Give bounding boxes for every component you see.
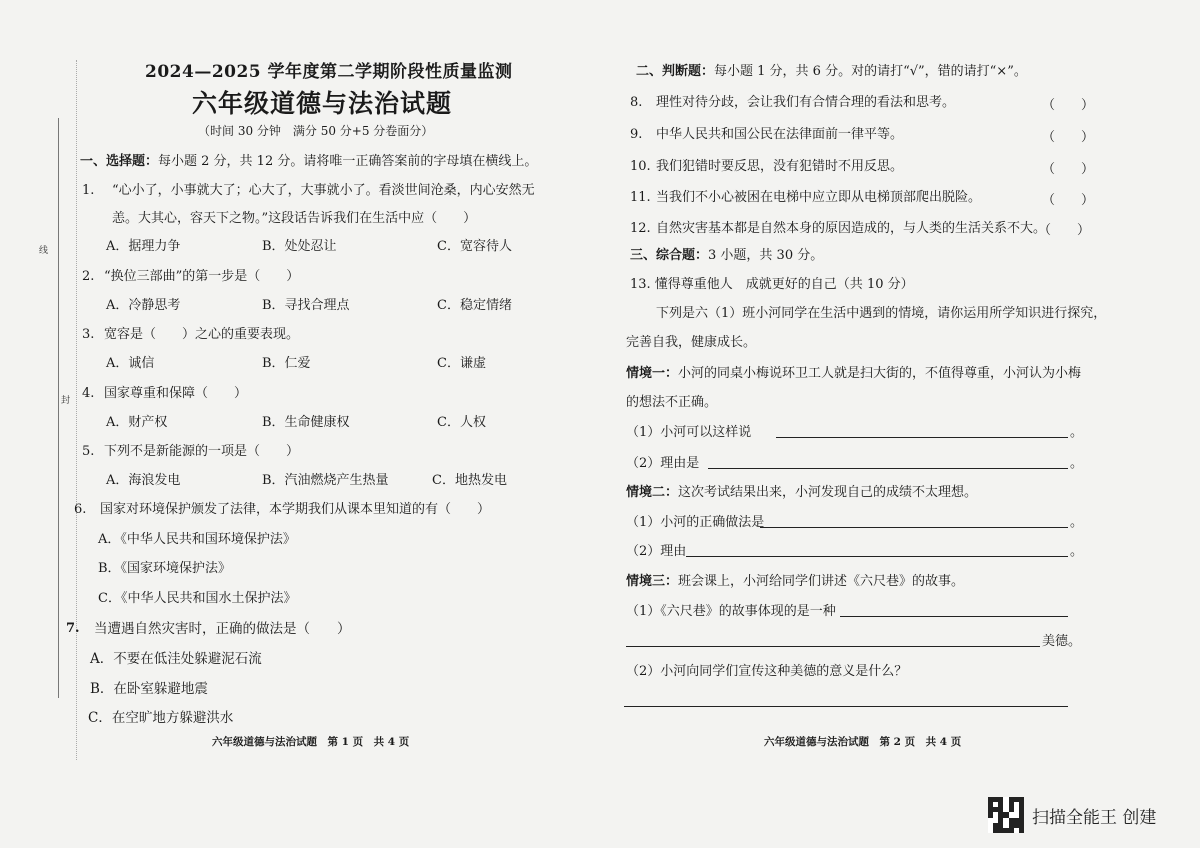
q5-number: 5. bbox=[82, 444, 95, 459]
q3-option-c: C．谦虚 bbox=[437, 356, 486, 371]
section1-heading bbox=[80, 154, 537, 170]
section2-heading-rest: 每小题 1 分，共 6 分。对的请打“√”，错的请打“×”。 bbox=[714, 64, 1027, 79]
scenario3-q2-label: （2）小河向同学们宣传这种美德的意义是什么？ bbox=[626, 664, 908, 679]
q7-number: 7. bbox=[66, 621, 80, 636]
q5-option-c: C．地热发电 bbox=[432, 473, 507, 488]
q8-number: 8. bbox=[630, 95, 643, 110]
q12-text: 自然灾害基本都是自然本身的原因造成的，与人类的生活关系不大。 bbox=[656, 221, 1047, 236]
scenario2-q2-answer-line[interactable] bbox=[686, 556, 1068, 557]
scenario3-q1-suffix: 美德。 bbox=[1042, 634, 1082, 649]
q12-number: 12. bbox=[630, 221, 651, 236]
section3-heading-bold: 三、综合题： bbox=[630, 248, 709, 263]
exam-title: 六年级道德与法治试题 bbox=[192, 89, 453, 118]
scenario1-q2-label: （2）理由是 bbox=[626, 456, 700, 471]
scenario2 bbox=[626, 485, 977, 501]
scenario2-label: 情境二： bbox=[626, 485, 679, 500]
q10-answer-paren[interactable]: （ ） bbox=[1042, 162, 1095, 177]
section1-heading-bold: 一、选择题： bbox=[80, 154, 159, 169]
q13-intro-line2: 完善自我，健康成长。 bbox=[626, 335, 757, 350]
q2-number: 2. bbox=[82, 269, 95, 284]
q8-answer-paren[interactable]: （ ） bbox=[1042, 98, 1095, 113]
page2-footer: 六年级道德与法治试题 第 2 页 共 4 页 bbox=[764, 736, 962, 748]
q12-answer-paren[interactable]: （ ） bbox=[1038, 223, 1091, 238]
q9-answer-paren[interactable]: （ ） bbox=[1042, 130, 1095, 145]
page1-footer: 六年级道德与法治试题 第 1 页 共 4 页 bbox=[212, 736, 410, 748]
q2-option-c: C．稳定情绪 bbox=[437, 298, 512, 313]
q6-stem: 国家对环境保护颁发了法律，本学期我们从课本里知道的有（ ） bbox=[100, 502, 491, 517]
q1-stem-line2: 恙。大其心，容天下之物。”这段话告诉我们在生活中应（ ） bbox=[112, 211, 477, 226]
scenario1-q1-answer-line[interactable] bbox=[776, 437, 1068, 438]
scenario2-q1-answer-line[interactable] bbox=[760, 527, 1068, 528]
q11-text: 当我们不小心被困在电梯中应立即从电梯顶部爬出脱险。 bbox=[656, 190, 982, 205]
q9-text: 中华人民共和国公民在法律面前一律平等。 bbox=[656, 127, 904, 142]
scenario1-q2-period: 。 bbox=[1070, 456, 1084, 471]
q1-stem-line1: “心小了，小事就大了；心大了，大事就小了。看淡世间沧桑，内心安然无 bbox=[112, 183, 535, 198]
scenario1-label: 情境一： bbox=[626, 366, 679, 381]
section1-heading-rest: 每小题 2 分，共 12 分。请将唯一正确答案前的字母填在横线上。 bbox=[158, 154, 538, 169]
exam-header-line1: 2024—2025 学年度第二学期阶段性质量监测 bbox=[145, 62, 513, 82]
q9-number: 9. bbox=[630, 127, 643, 142]
scenario3-q1-answer-line-b[interactable] bbox=[626, 646, 1040, 647]
scenario2-text: 这次考试结果出来，小河发现自己的成绩不太理想。 bbox=[678, 485, 978, 500]
q2-option-a: A．冷静思考 bbox=[106, 298, 181, 313]
scenario3-q1-answer-line-a[interactable] bbox=[840, 616, 1068, 617]
q4-number: 4. bbox=[82, 386, 95, 401]
scenario1-q1-label: （1）小河可以这样说 bbox=[626, 425, 752, 440]
binding-label-feng: 封 bbox=[59, 395, 69, 404]
scenario3-q2-answer-line[interactable] bbox=[624, 706, 1068, 707]
scenario1-q2-answer-line[interactable] bbox=[708, 468, 1068, 469]
q4-stem: 国家尊重和保障（ ） bbox=[104, 386, 248, 401]
q3-option-a: A．诚信 bbox=[106, 356, 155, 371]
scenario2-q1-label: （1）小河的正确做法是 bbox=[626, 515, 765, 530]
q5-option-b: B．汽油燃烧产生热量 bbox=[262, 473, 389, 488]
q1-number: 1. bbox=[82, 183, 95, 198]
q6-number: 6. bbox=[74, 502, 87, 517]
q3-stem: 宽容是（ ）之心的重要表现。 bbox=[104, 327, 300, 342]
q5-option-a: A．海浪发电 bbox=[106, 473, 181, 488]
q2-option-b: B．寻找合理点 bbox=[262, 298, 350, 313]
exam-page-2 bbox=[600, 0, 1200, 848]
q6-option-b: B．《国家环境保护法》 bbox=[98, 561, 232, 576]
scenario2-q1-period: 。 bbox=[1070, 515, 1084, 530]
scenario3-text: 班会课上，小河给同学们讲述《六尺巷》的故事。 bbox=[678, 574, 965, 589]
q1-option-c: C．宽容待人 bbox=[437, 239, 512, 254]
q6-option-a: A．《中华人民共和国环境保护法》 bbox=[98, 532, 296, 547]
q10-number: 10. bbox=[630, 159, 651, 174]
scenario3-q1-label: （1）《六尺巷》的故事体现的是一种 bbox=[626, 604, 836, 619]
binding-label-xian: 线 bbox=[37, 245, 47, 254]
qr-code-icon bbox=[988, 797, 1024, 833]
scanner-watermark bbox=[988, 797, 1156, 833]
q7-stem: 当遭遇自然灾害时，正确的做法是（ ） bbox=[94, 621, 351, 637]
q2-stem: “换位三部曲”的第一步是（ ） bbox=[104, 269, 300, 284]
scenario1-text-line2: 的想法不正确。 bbox=[626, 395, 718, 410]
q1-option-a: A．据理力争 bbox=[106, 239, 181, 254]
q4-option-b: B．生命健康权 bbox=[262, 415, 350, 430]
scenario2-q2-period: 。 bbox=[1070, 544, 1084, 559]
scenario1-q1-period: 。 bbox=[1070, 425, 1084, 440]
scenario2-q2-label: （2）理由 bbox=[626, 544, 687, 559]
q7-option-c: C．在空旷地方躲避洪水 bbox=[88, 710, 234, 726]
section3-heading-rest: 3 小题，共 30 分。 bbox=[708, 248, 824, 263]
q4-option-c: C．人权 bbox=[437, 415, 486, 430]
q6-option-c: C．《中华人民共和国水土保护法》 bbox=[98, 591, 297, 606]
section3-heading bbox=[630, 248, 823, 264]
exam-meta: （时间 30 分钟 满分 50 分+5 分卷面分） bbox=[198, 124, 434, 138]
q11-number: 11. bbox=[630, 190, 651, 205]
q10-text: 我们犯错时要反思，没有犯错时不用反思。 bbox=[656, 159, 904, 174]
q8-text: 理性对待分歧，会让我们有合情合理的看法和思考。 bbox=[656, 95, 956, 110]
binding-dotted-line bbox=[76, 60, 77, 760]
binding-line bbox=[58, 118, 59, 698]
q13-intro-line1: 下列是六（1）班小河同学在生活中遇到的情境，请你运用所学知识进行探究， bbox=[656, 306, 1107, 321]
q13-title: 13. 懂得尊重他人 成就更好的自己（共 10 分） bbox=[630, 277, 914, 292]
q7-option-a: A．不要在低洼处躲避泥石流 bbox=[90, 651, 262, 667]
scenario1-text: 小河的同桌小梅说环卫工人就是扫大街的，不值得尊重，小河认为小梅 bbox=[678, 366, 1082, 381]
scenario3-label: 情境三： bbox=[626, 574, 679, 589]
scanner-watermark-text: 扫描全能王 创建 bbox=[1032, 807, 1157, 828]
q5-stem: 下列不是新能源的一项是（ ） bbox=[104, 444, 300, 459]
q11-answer-paren[interactable]: （ ） bbox=[1042, 193, 1095, 208]
q4-option-a: A．财产权 bbox=[106, 415, 168, 430]
q3-number: 3. bbox=[82, 327, 95, 342]
q1-option-b: B．处处忍让 bbox=[262, 239, 337, 254]
scenario3 bbox=[626, 574, 964, 590]
scenario1 bbox=[626, 366, 1081, 382]
q3-option-b: B．仁爱 bbox=[262, 356, 311, 371]
section2-heading-bold: 二、判断题： bbox=[636, 64, 715, 79]
section2-heading bbox=[636, 64, 1027, 80]
q7-option-b: B．在卧室躲避地震 bbox=[90, 681, 208, 697]
